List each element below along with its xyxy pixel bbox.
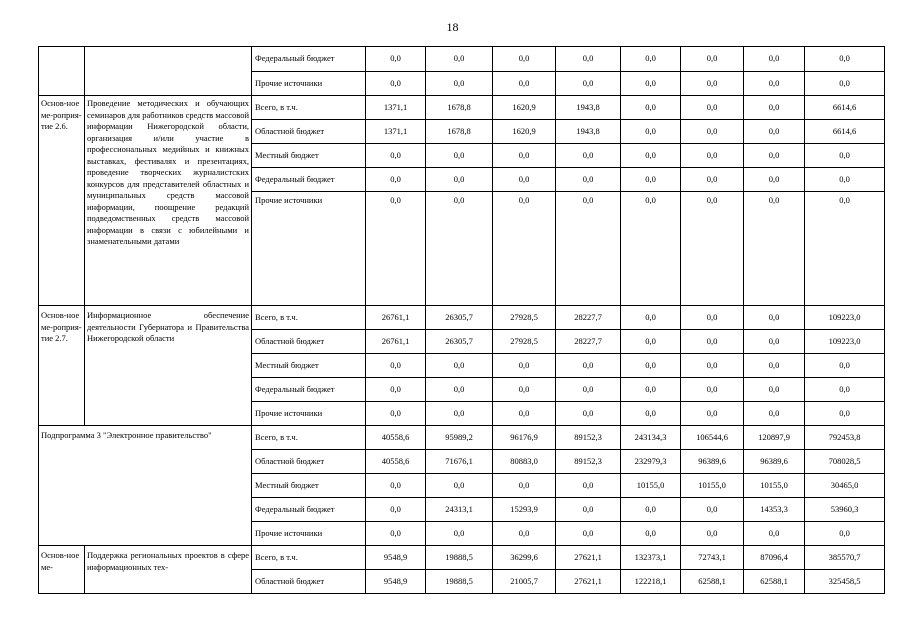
funding-source: Федеральный бюджет	[252, 378, 366, 402]
value-cell: 0,0	[493, 144, 556, 168]
value-cell: 0,0	[681, 192, 744, 306]
value-cell: 0,0	[366, 354, 426, 378]
funding-source: Прочие источники	[252, 522, 366, 546]
funding-source: Всего, в т.ч.	[252, 546, 366, 570]
total-cell: 0,0	[805, 402, 885, 426]
value-cell: 0,0	[681, 522, 744, 546]
funding-source: Областной бюджет	[252, 120, 366, 144]
value-cell: 0,0	[426, 168, 493, 192]
value-cell: 0,0	[556, 168, 621, 192]
value-cell: 1371,1	[366, 96, 426, 120]
value-cell: 0,0	[621, 192, 681, 306]
value-cell: 0,0	[493, 354, 556, 378]
value-cell: 1943,8	[556, 96, 621, 120]
value-cell: 62588,1	[744, 570, 805, 594]
value-cell: 0,0	[556, 378, 621, 402]
value-cell: 0,0	[426, 144, 493, 168]
total-cell: 325458,5	[805, 570, 885, 594]
value-cell: 1620,9	[493, 120, 556, 144]
value-cell: 0,0	[493, 378, 556, 402]
value-cell: 10155,0	[621, 474, 681, 498]
total-cell: 30465,0	[805, 474, 885, 498]
page-number: 18	[446, 20, 459, 34]
value-cell: 0,0	[366, 474, 426, 498]
value-cell: 0,0	[681, 168, 744, 192]
value-cell: 0,0	[556, 402, 621, 426]
value-cell: 0,0	[493, 522, 556, 546]
value-cell: 0,0	[744, 47, 805, 72]
funding-source: Федеральный бюджет	[252, 498, 366, 522]
value-cell: 0,0	[556, 522, 621, 546]
value-cell: 0,0	[556, 72, 621, 96]
value-cell: 96389,6	[681, 450, 744, 474]
event-code-cell: Основ-ное ме-	[39, 546, 85, 594]
value-cell: 0,0	[681, 330, 744, 354]
value-cell: 80883,0	[493, 450, 556, 474]
value-cell: 0,0	[621, 378, 681, 402]
value-cell: 0,0	[621, 72, 681, 96]
value-cell: 1943,8	[556, 120, 621, 144]
value-cell: 19888,5	[426, 546, 493, 570]
value-cell: 0,0	[744, 192, 805, 306]
value-cell: 0,0	[426, 192, 493, 306]
value-cell: 0,0	[556, 354, 621, 378]
value-cell: 0,0	[621, 354, 681, 378]
value-cell: 96389,6	[744, 450, 805, 474]
value-cell: 72743,1	[681, 546, 744, 570]
value-cell: 19888,5	[426, 570, 493, 594]
total-cell: 0,0	[805, 72, 885, 96]
total-cell: 6614,6	[805, 96, 885, 120]
funding-source: Областной бюджет	[252, 450, 366, 474]
value-cell: 0,0	[744, 168, 805, 192]
value-cell: 0,0	[366, 168, 426, 192]
value-cell: 27621,1	[556, 570, 621, 594]
value-cell: 0,0	[621, 168, 681, 192]
funding-source: Местный бюджет	[252, 474, 366, 498]
value-cell: 0,0	[493, 168, 556, 192]
value-cell: 95989,2	[426, 426, 493, 450]
total-cell: 0,0	[805, 168, 885, 192]
event-name-cell: Поддержка региональных проектов в сфере информационных тех-	[85, 546, 252, 594]
table-row	[39, 426, 885, 450]
total-cell: 792453,8	[805, 426, 885, 450]
value-cell: 0,0	[681, 498, 744, 522]
value-cell: 0,0	[681, 306, 744, 330]
value-cell: 0,0	[426, 72, 493, 96]
value-cell: 26305,7	[426, 306, 493, 330]
value-cell: 0,0	[681, 96, 744, 120]
event-code-cell: Основ-ное ме-роприя-тие 2.6.	[39, 96, 85, 306]
value-cell: 243134,3	[621, 426, 681, 450]
value-cell: 0,0	[621, 306, 681, 330]
value-cell: 14353,3	[744, 498, 805, 522]
value-cell: 62588,1	[681, 570, 744, 594]
total-cell: 0,0	[805, 354, 885, 378]
total-cell: 0,0	[805, 378, 885, 402]
value-cell: 1620,9	[493, 96, 556, 120]
total-cell: 6614,6	[805, 120, 885, 144]
value-cell: 0,0	[744, 144, 805, 168]
value-cell: 9548,9	[366, 570, 426, 594]
total-cell: 0,0	[805, 192, 885, 306]
value-cell: 89152,3	[556, 450, 621, 474]
funding-source: Всего, в т.ч.	[252, 426, 366, 450]
value-cell: 28227,7	[556, 330, 621, 354]
value-cell: 36299,6	[493, 546, 556, 570]
value-cell: 27928,5	[493, 330, 556, 354]
value-cell: 0,0	[366, 402, 426, 426]
table-row	[39, 96, 885, 120]
value-cell: 0,0	[426, 402, 493, 426]
total-cell: 385570,7	[805, 546, 885, 570]
total-cell: 53960,3	[805, 498, 885, 522]
value-cell: 0,0	[681, 120, 744, 144]
funding-source: Местный бюджет	[252, 354, 366, 378]
value-cell: 0,0	[426, 474, 493, 498]
value-cell: 122218,1	[621, 570, 681, 594]
table-row	[39, 47, 885, 72]
event-code-cell: Основ-ное ме-роприя-тие 2.7.	[39, 306, 85, 426]
total-cell: 0,0	[805, 144, 885, 168]
value-cell: 21005,7	[493, 570, 556, 594]
value-cell: 26761,1	[366, 306, 426, 330]
value-cell: 0,0	[681, 72, 744, 96]
value-cell: 0,0	[366, 144, 426, 168]
value-cell: 0,0	[681, 402, 744, 426]
value-cell: 0,0	[426, 378, 493, 402]
event-code-cell	[39, 47, 85, 96]
value-cell: 0,0	[556, 498, 621, 522]
funding-source: Федеральный бюджет	[252, 168, 366, 192]
total-cell: 109223,0	[805, 306, 885, 330]
value-cell: 0,0	[681, 354, 744, 378]
value-cell: 0,0	[621, 402, 681, 426]
subprogram-name-cell: Подпрограмма 3 "Электронное правительство"	[39, 426, 252, 546]
value-cell: 0,0	[621, 96, 681, 120]
value-cell: 0,0	[366, 72, 426, 96]
value-cell: 0,0	[493, 402, 556, 426]
value-cell: 28227,7	[556, 306, 621, 330]
value-cell: 40558,6	[366, 426, 426, 450]
total-cell: 0,0	[805, 522, 885, 546]
value-cell: 0,0	[556, 192, 621, 306]
budget-table	[38, 46, 885, 594]
value-cell: 87096,4	[744, 546, 805, 570]
value-cell: 0,0	[366, 498, 426, 522]
value-cell: 0,0	[556, 144, 621, 168]
value-cell: 0,0	[621, 522, 681, 546]
value-cell: 0,0	[426, 47, 493, 72]
funding-source: Областной бюджет	[252, 570, 366, 594]
total-cell: 109223,0	[805, 330, 885, 354]
event-name-cell: Информационное обеспечение деятельности Губернатора и Правительства Нижегородской области	[85, 306, 252, 426]
value-cell: 0,0	[744, 330, 805, 354]
value-cell: 106544,6	[681, 426, 744, 450]
value-cell: 0,0	[366, 522, 426, 546]
event-name-cell: Проведение методических и обучающих семинаров для работников средств массовой информации Нижегородской области, организация и/или участие в профессиональных медийных и книжных выставках, фестивалях и презентациях, проведение творческих журналистских конкурсов для представителей областных и муниципальных средств массовой информации, поощрение редакций подведомственных средств массовой информации в связи с юбилейными и знаменательными датами	[85, 96, 252, 306]
value-cell: 0,0	[681, 378, 744, 402]
table-row	[39, 546, 885, 570]
funding-source: Всего, в т.ч.	[252, 96, 366, 120]
value-cell: 0,0	[493, 192, 556, 306]
value-cell: 0,0	[681, 144, 744, 168]
value-cell: 0,0	[744, 354, 805, 378]
value-cell: 0,0	[366, 47, 426, 72]
value-cell: 0,0	[493, 474, 556, 498]
value-cell: 96176,9	[493, 426, 556, 450]
value-cell: 0,0	[621, 120, 681, 144]
value-cell: 0,0	[744, 522, 805, 546]
value-cell: 1678,8	[426, 96, 493, 120]
value-cell: 27621,1	[556, 546, 621, 570]
value-cell: 0,0	[556, 474, 621, 498]
value-cell: 89152,3	[556, 426, 621, 450]
funding-source: Прочие источники	[252, 192, 366, 306]
value-cell: 0,0	[426, 522, 493, 546]
value-cell: 120897,9	[744, 426, 805, 450]
value-cell: 0,0	[744, 96, 805, 120]
value-cell: 0,0	[681, 47, 744, 72]
value-cell: 0,0	[621, 498, 681, 522]
value-cell: 0,0	[493, 72, 556, 96]
funding-source: Федеральный бюджет	[252, 47, 366, 72]
value-cell: 0,0	[621, 330, 681, 354]
table-row	[39, 306, 885, 330]
funding-source: Областной бюджет	[252, 330, 366, 354]
value-cell: 0,0	[366, 378, 426, 402]
value-cell: 9548,9	[366, 546, 426, 570]
value-cell: 71676,1	[426, 450, 493, 474]
event-name-cell	[85, 47, 252, 96]
value-cell: 0,0	[744, 120, 805, 144]
value-cell: 27928,5	[493, 306, 556, 330]
value-cell: 0,0	[366, 192, 426, 306]
value-cell: 0,0	[744, 378, 805, 402]
value-cell: 10155,0	[744, 474, 805, 498]
value-cell: 0,0	[426, 354, 493, 378]
value-cell: 10155,0	[681, 474, 744, 498]
value-cell: 1371,1	[366, 120, 426, 144]
value-cell: 0,0	[744, 402, 805, 426]
value-cell: 0,0	[621, 144, 681, 168]
value-cell: 0,0	[493, 47, 556, 72]
value-cell: 132373,1	[621, 546, 681, 570]
value-cell: 0,0	[744, 72, 805, 96]
total-cell: 0,0	[805, 47, 885, 72]
value-cell: 0,0	[621, 47, 681, 72]
value-cell: 0,0	[744, 306, 805, 330]
value-cell: 26305,7	[426, 330, 493, 354]
value-cell: 40558,6	[366, 450, 426, 474]
value-cell: 1678,8	[426, 120, 493, 144]
value-cell: 232979,3	[621, 450, 681, 474]
funding-source: Прочие источники	[252, 72, 366, 96]
funding-source: Всего, в т.ч.	[252, 306, 366, 330]
value-cell: 0,0	[556, 47, 621, 72]
funding-source: Местный бюджет	[252, 144, 366, 168]
total-cell: 708028,5	[805, 450, 885, 474]
funding-source: Прочие источники	[252, 402, 366, 426]
value-cell: 15293,9	[493, 498, 556, 522]
value-cell: 26761,1	[366, 330, 426, 354]
value-cell: 24313,1	[426, 498, 493, 522]
